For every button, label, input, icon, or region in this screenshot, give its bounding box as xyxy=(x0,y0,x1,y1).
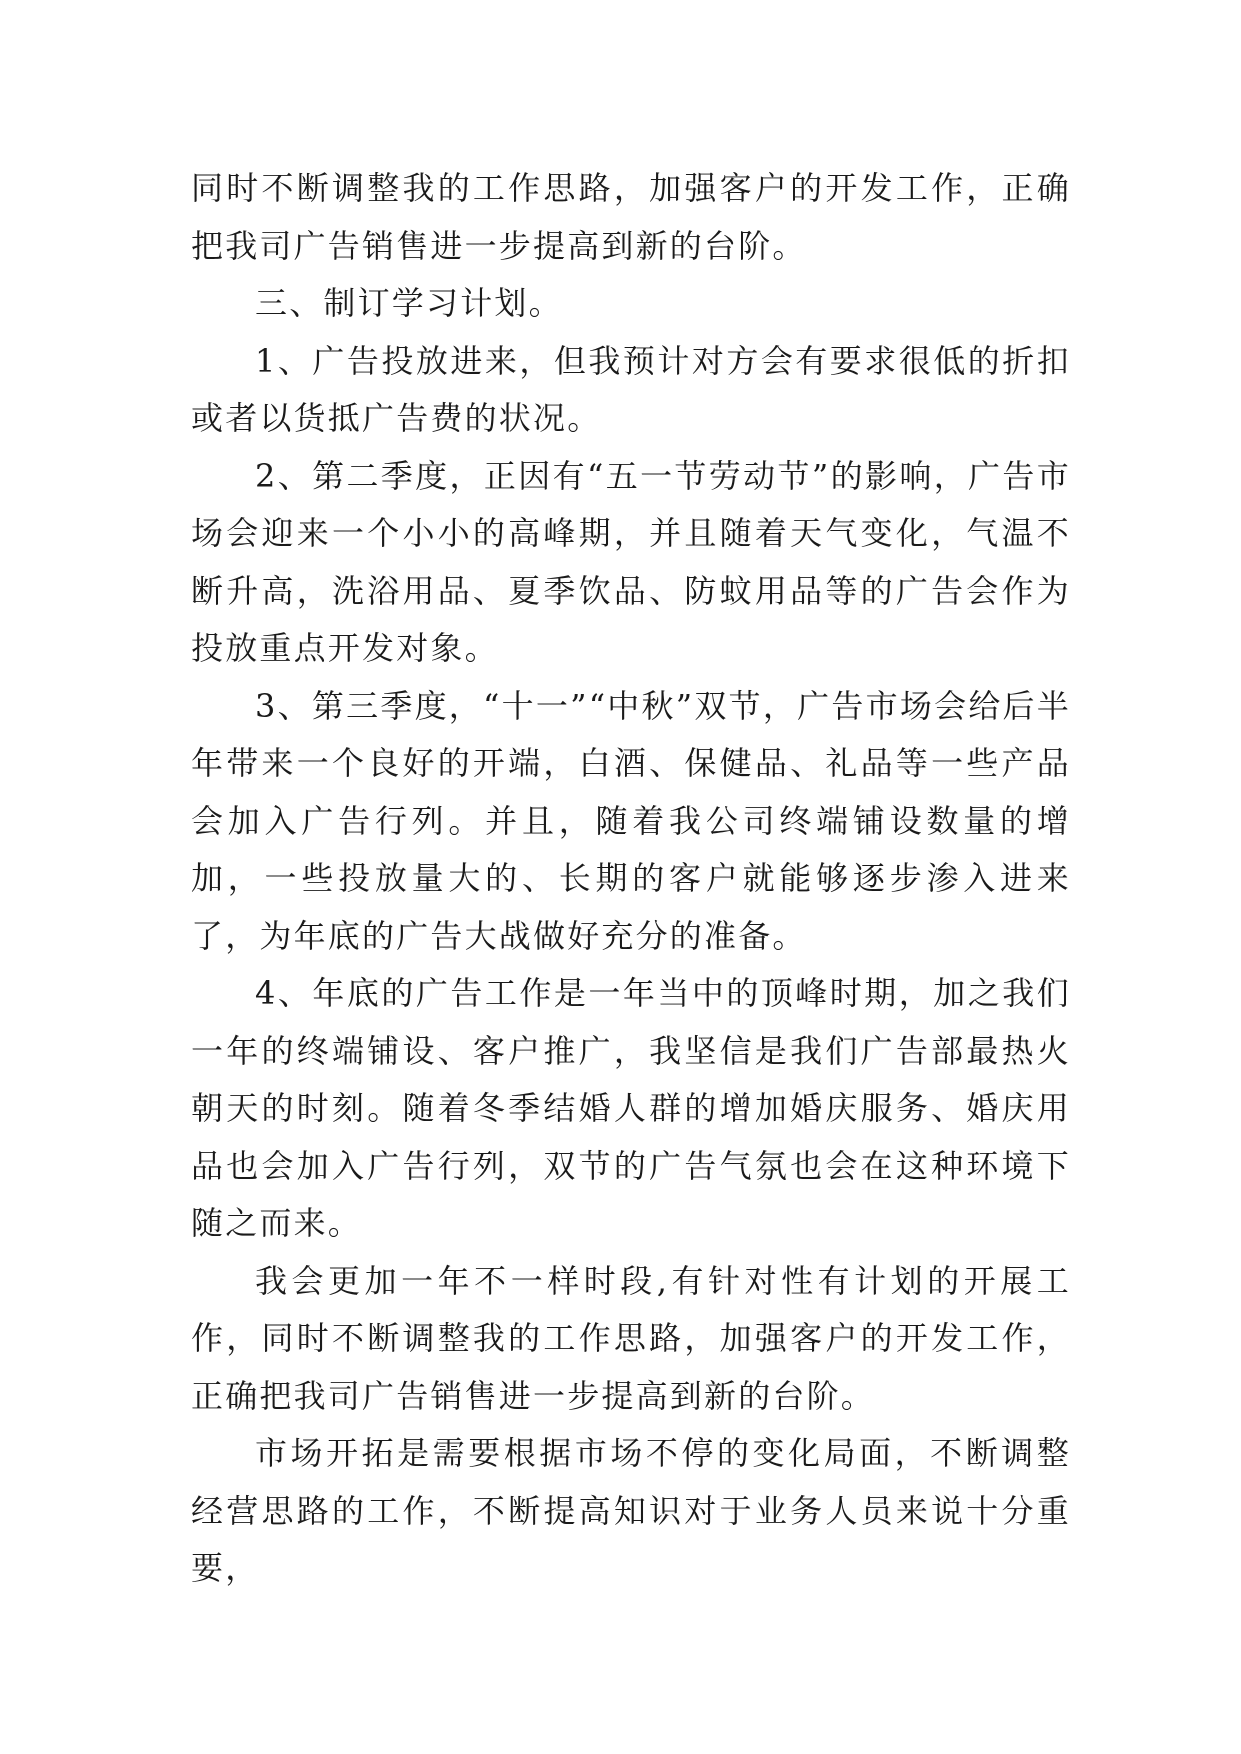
document-body xyxy=(191,160,1071,1598)
paragraph-8: 市场开拓是需要根据市场不停的变化局面，不断调整经营思路的工作，不断提高知识对于业务人员来说十分重要， xyxy=(191,1434,1071,1587)
paragraph-4: 2、第二季度，正因有“五一节劳动节”的影响，广告市场会迎来一个小小的高峰期，并且随着天气变化，气温不断升高，洗浴用品、夏季饮品、防蚊用品等的广告会作为投放重点开发对象。 xyxy=(191,456,1071,667)
paragraph-3: 1、广告投放进来，但我预计对方会有要求很低的折扣或者以货抵广告费的状况。 xyxy=(191,341,1071,437)
paragraph-7: 我会更加一年不一样时段,有针对性有计划的开展工作，同时不断调整我的工作思路，加强客户的开发工作，正确把我司广告销售进一步提高到新的台阶。 xyxy=(191,1261,1071,1415)
paragraph-2-heading: 三、制订学习计划。 xyxy=(255,284,563,322)
paragraph-6: 4、年底的广告工作是一年当中的顶峰时期，加之我们一年的终端铺设、客户推广，我坚信是我们广告部最热火朝天的时刻。随着冬季结婚人群的增加婚庆服务、婚庆用品也会加入广告行列，双节的广告气氛也会在这种环境下随之而来。 xyxy=(191,974,1071,1242)
paragraph-5: 3、第三季度，“十一”“中秋”双节，广告市场会给后半年带来一个良好的开端，白酒、保健品、礼品等一些产品会加入广告行列。并且，随着我公司终端铺设数量的增加，一些投放量大的、长期的客户就能够逐步渗入进来了，为年底的广告大战做好充分的准备。 xyxy=(191,686,1071,955)
paragraph-1: 同时不断调整我的工作思路，加强客户的开发工作，正确把我司广告销售进一步提高到新的台阶。 xyxy=(191,169,1071,265)
